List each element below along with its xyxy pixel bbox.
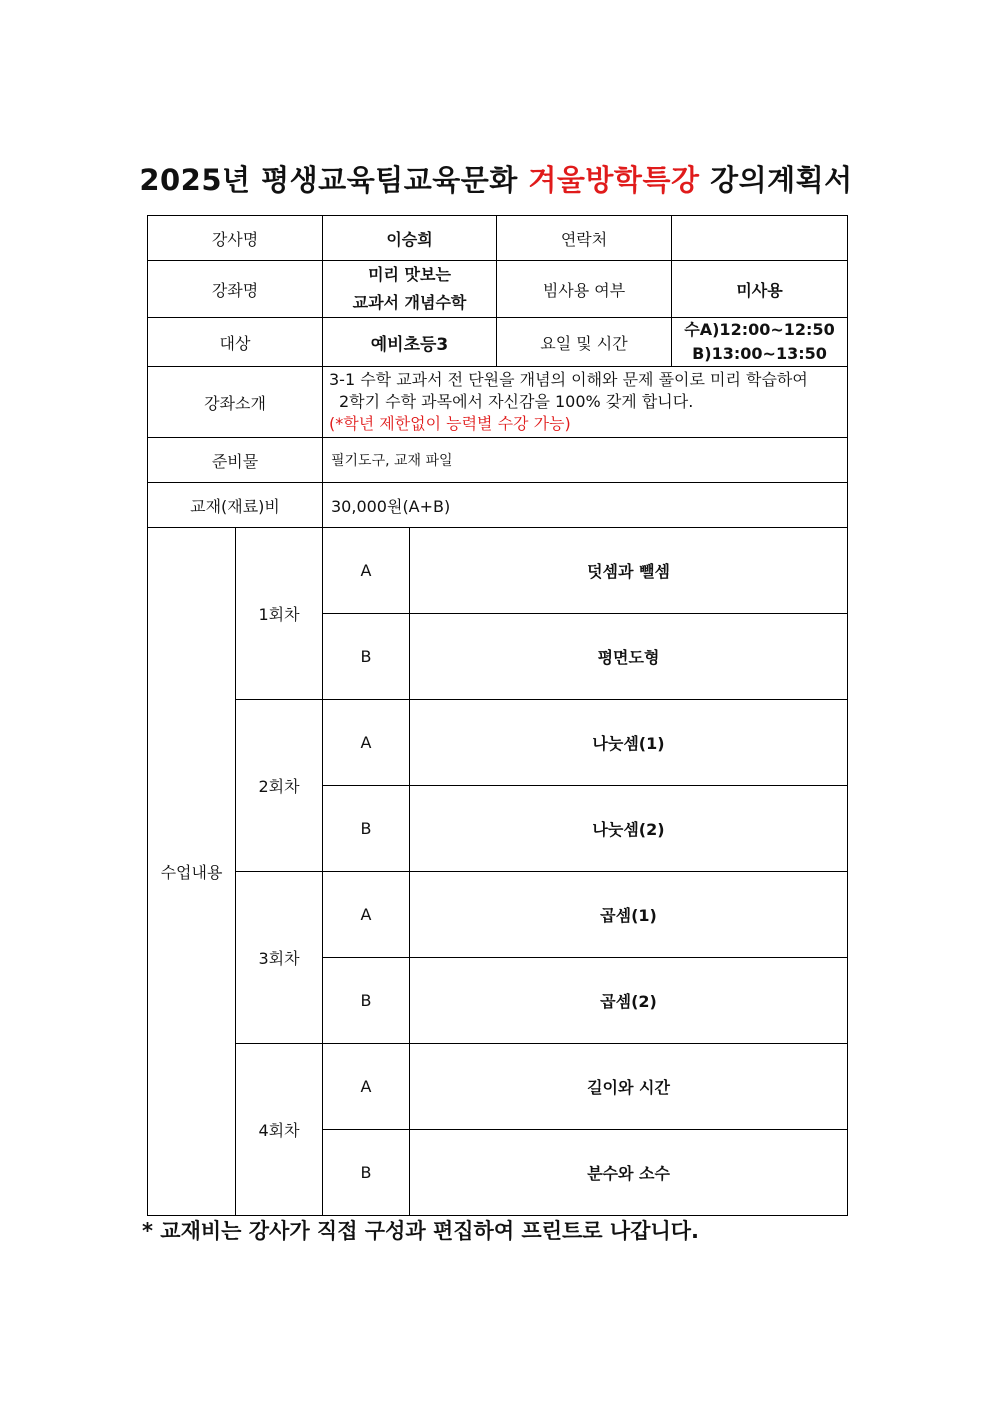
title-highlight: 겨울방학특강 (528, 163, 700, 197)
part-label: B (323, 1130, 410, 1216)
row-course (148, 261, 848, 318)
session-name: 2회차 (236, 700, 323, 872)
intro-note: (*학년 제한없이 능력별 수강 가능) (329, 414, 571, 433)
fee-label: 교재(재료)비 (148, 483, 323, 528)
schedule-value (672, 318, 848, 367)
row-target (148, 318, 848, 367)
curriculum-label: 수업내용 (148, 528, 236, 1216)
course-value (323, 261, 497, 318)
schedule-line1: 수A)12:00~12:50 (684, 320, 835, 339)
intro-line2: 2학기 수학 과목에서 자신감을 100% 갖게 합니다. (339, 392, 694, 411)
part-label: A (323, 528, 410, 614)
row-fee (148, 483, 848, 528)
document-title (0, 158, 992, 199)
topic: 나눗셈(1) (410, 700, 848, 786)
part-label: A (323, 1044, 410, 1130)
course-value-line1: 미리 맛보는 (368, 265, 451, 284)
beam-value: 미사용 (672, 261, 848, 318)
course-label: 강좌명 (148, 261, 323, 318)
topic: 곱셈(1) (410, 872, 848, 958)
topic: 덧셈과 뺄셈 (410, 528, 848, 614)
target-value: 예비초등3 (323, 318, 497, 367)
footnote: * 교재비는 강사가 직접 구성과 편집하여 프린트로 나갑니다. (142, 1219, 699, 1243)
session-row (148, 528, 848, 614)
intro-label: 강좌소개 (148, 367, 323, 438)
session-row (148, 1044, 848, 1130)
course-value-line2: 교과서 개념수학 (352, 293, 467, 312)
part-label: B (323, 614, 410, 700)
instructor-value: 이승희 (323, 216, 497, 261)
schedule-line2: B)13:00~13:50 (692, 344, 827, 363)
session-name: 3회차 (236, 872, 323, 1044)
part-label: A (323, 700, 410, 786)
lecture-plan-table (147, 215, 848, 1216)
topic: 분수와 소수 (410, 1130, 848, 1216)
beam-label: 빔사용 여부 (497, 261, 672, 318)
intro-value (323, 367, 848, 438)
topic: 곱셈(2) (410, 958, 848, 1044)
row-intro (148, 367, 848, 438)
session-row (148, 700, 848, 786)
contact-label: 연락처 (497, 216, 672, 261)
row-instructor (148, 216, 848, 261)
part-label: B (323, 958, 410, 1044)
title-prefix: 2025년 평생교육팀교육문화 (139, 163, 518, 197)
topic: 길이와 시간 (410, 1044, 848, 1130)
part-label: A (323, 872, 410, 958)
contact-value[interactable] (672, 216, 848, 261)
materials-value: 필기도구, 교재 파일 (323, 438, 848, 483)
session-name: 1회차 (236, 528, 323, 700)
session-row (148, 872, 848, 958)
intro-line1: 3-1 수학 교과서 전 단원을 개념의 이해와 문제 풀이로 미리 학습하여 (329, 370, 808, 389)
topic: 평면도형 (410, 614, 848, 700)
instructor-label: 강사명 (148, 216, 323, 261)
topic: 나눗셈(2) (410, 786, 848, 872)
session-name: 4회차 (236, 1044, 323, 1216)
target-label: 대상 (148, 318, 323, 367)
part-label: B (323, 786, 410, 872)
title-suffix: 강의계획서 (710, 163, 853, 197)
row-materials (148, 438, 848, 483)
schedule-label: 요일 및 시간 (497, 318, 672, 367)
materials-label: 준비물 (148, 438, 323, 483)
fee-value: 30,000원(A+B) (323, 483, 848, 528)
